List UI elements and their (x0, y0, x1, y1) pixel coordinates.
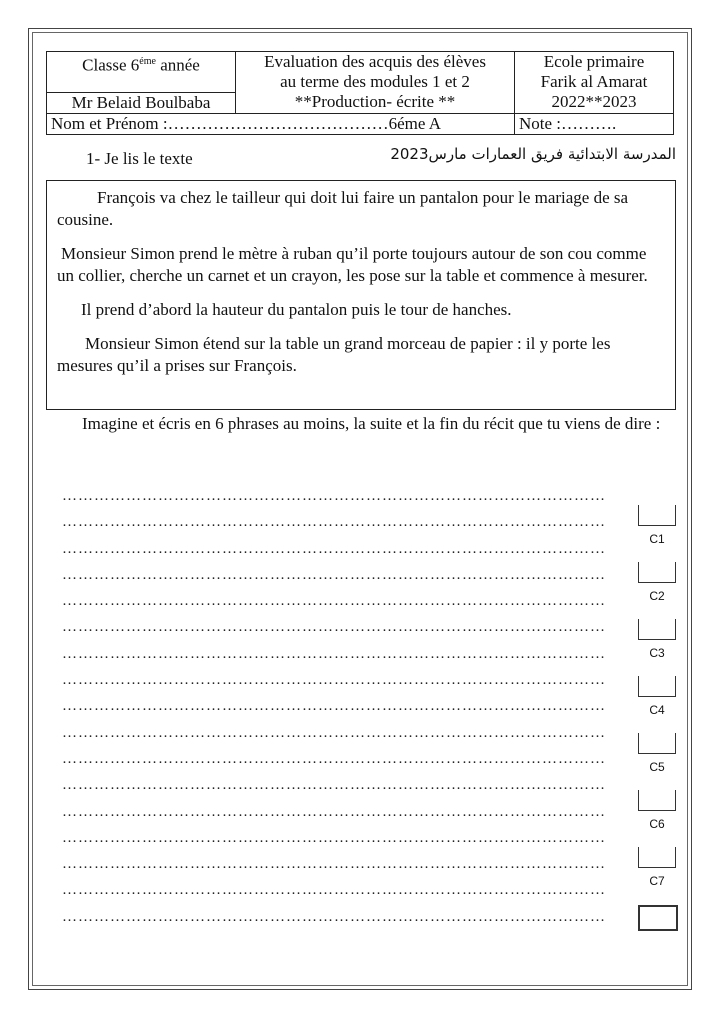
school-line-2: Farik al Amarat (540, 72, 648, 91)
eval-line-3: **Production- écrite ** (294, 92, 456, 111)
criterion-c7[interactable] (638, 847, 676, 888)
evaluation-cell (236, 52, 515, 114)
dotted-line[interactable]: ………………………………………………………………………………………… (62, 488, 606, 504)
text-paragraph: François va chez le tailleur qui doit lui faire un pantalon pour le mariage de sa cousine. (57, 188, 629, 229)
dotted-line[interactable]: ………………………………………………………………………………………… (62, 750, 606, 767)
criterion-score-box[interactable] (638, 505, 676, 526)
dotted-line[interactable]: ………………………………………………………………………………………… (62, 672, 606, 689)
criterion-label: C4 (649, 703, 665, 717)
dotted-line[interactable]: ………………………………………………………………………………………… (62, 566, 606, 583)
note-field[interactable] (515, 114, 674, 135)
arabic-school-line: المدرسة الابتدائية فريق العمارات مارس2023 (390, 145, 676, 163)
criterion-c1[interactable] (638, 505, 676, 546)
criterion-label: C6 (649, 817, 665, 831)
dotted-line[interactable]: ………………………………………………………………………………………… (62, 908, 606, 925)
dotted-line[interactable]: ………………………………………………………………………………………… (62, 514, 606, 531)
criterion-score-box[interactable] (638, 733, 676, 754)
criterion-label: C2 (649, 589, 665, 603)
dotted-line[interactable]: ………………………………………………………………………………………… (62, 724, 606, 741)
criterion-score-box[interactable] (638, 619, 676, 640)
note-label: Note :………. (519, 114, 617, 133)
text-paragraph: Monsieur Simon étend sur la table un grand morceau de papier : il y porte les mesures qu’il a prises sur François. (57, 334, 611, 375)
text-paragraph: Monsieur Simon prend le mètre à ruban qu’il porte toujours autour de son cou comme un collier, cherche un carnet et un crayon, les pose sur la table et commence à mesurer. (57, 244, 648, 285)
school-cell (515, 52, 674, 114)
class-sup: éme (139, 56, 156, 67)
dotted-line[interactable]: ………………………………………………………………………………………… (62, 829, 606, 846)
reading-text-box (46, 180, 676, 410)
dotted-line[interactable]: ………………………………………………………………………………………… (62, 777, 606, 794)
dotted-line[interactable]: ………………………………………………………………………………………… (62, 856, 606, 873)
criterion-label: C1 (649, 532, 665, 546)
total-score-box[interactable] (638, 905, 678, 931)
eval-line-2: au terme des modules 1 et 2 (280, 72, 470, 91)
dotted-line[interactable]: ………………………………………………………………………………………… (62, 619, 606, 636)
school-line-1: Ecole primaire (543, 52, 645, 71)
criterion-c5[interactable] (638, 733, 676, 774)
school-line-3: 2022**2023 (551, 92, 637, 111)
student-name-field[interactable] (47, 114, 515, 135)
eval-line-1: Evaluation des acquis des élèves (264, 52, 486, 71)
criterion-score-box[interactable] (638, 790, 676, 811)
text-paragraph: Il prend d’abord la hauteur du pantalon puis le tour de hanches. (81, 300, 512, 319)
header-table (46, 51, 674, 135)
class-label: Classe 6 (82, 55, 140, 75)
dotted-line[interactable]: ………………………………………………………………………………………… (62, 882, 606, 899)
dotted-line[interactable]: ………………………………………………………………………………………… (62, 698, 606, 715)
criterion-score-box[interactable] (638, 847, 676, 868)
criterion-c4[interactable] (638, 676, 676, 717)
section-title: 1- Je lis le texte (86, 149, 193, 168)
dotted-line[interactable]: ………………………………………………………………………………………… (62, 540, 606, 557)
class-cell (47, 52, 236, 93)
student-name-label: Nom et Prénom :…………………………………6éme A (51, 114, 442, 133)
criterion-c6[interactable] (638, 790, 676, 831)
dotted-line[interactable]: ………………………………………………………………………………………… (62, 803, 606, 820)
criterion-c3[interactable] (638, 619, 676, 660)
writing-instruction: Imagine et écris en 6 phrases au moins, la suite et la fin du récit que tu viens de dire : (82, 414, 661, 433)
teacher-name: Mr Belaid Boulbaba (71, 93, 211, 112)
criterion-label: C7 (649, 874, 665, 888)
teacher-cell (47, 93, 236, 114)
dotted-line[interactable]: ………………………………………………………………………………………… (62, 645, 606, 662)
criterion-label: C3 (649, 646, 665, 660)
dotted-line[interactable]: ………………………………………………………………………………………… (62, 593, 606, 610)
criterion-label: C5 (649, 760, 665, 774)
criterion-score-box[interactable] (638, 676, 676, 697)
criterion-score-box[interactable] (638, 562, 676, 583)
class-suffix: année (155, 55, 200, 75)
criterion-c2[interactable] (638, 562, 676, 603)
writing-lines[interactable] (62, 487, 630, 934)
